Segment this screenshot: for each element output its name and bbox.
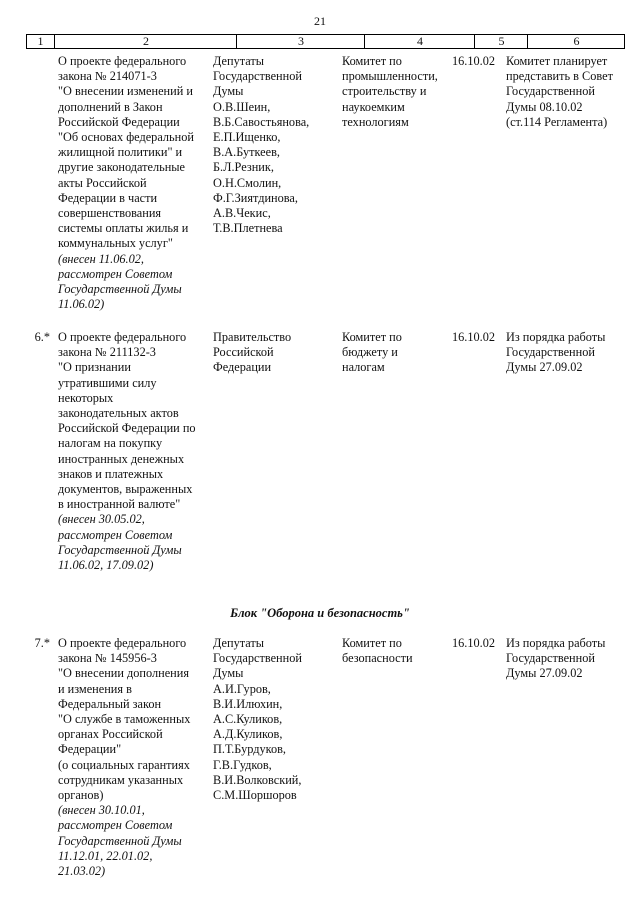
- header-col-2: 2: [54, 35, 237, 48]
- responsible-committee-line: Комитет по: [342, 636, 402, 650]
- bill-title-line: органов): [58, 788, 104, 803]
- bill-title-line: закона № 214071-3: [58, 69, 157, 84]
- bill-title-meta-line: (внесен 11.06.02,: [58, 251, 144, 266]
- bill-title-line: "О внесении дополнения: [58, 666, 189, 681]
- status-note: [506, 330, 631, 376]
- bill-authors-line: Думы: [213, 84, 244, 99]
- bill-title-line: утратившими силу: [58, 375, 157, 390]
- bill-authors-line: Г.В.Гудков,: [213, 757, 272, 772]
- bill-authors-line: Думы: [213, 666, 244, 681]
- bill-title-meta-line: рассмотрен Советом: [58, 527, 173, 542]
- bill-title-line: жилищной политики" и: [58, 145, 183, 160]
- responsible-committee: [342, 54, 450, 130]
- bill-title-line: системы оплаты жилья и: [58, 221, 189, 236]
- bill-title-line: коммунальных услуг": [58, 236, 173, 251]
- bill-title-line: "Об основах федеральной: [58, 130, 194, 145]
- bill-authors-line: А.И.Гуров,: [213, 681, 271, 696]
- bill-title-meta-line: Государственной Думы: [58, 542, 182, 557]
- status-note: [506, 636, 631, 682]
- responsible-committee-line: Комитет по: [342, 54, 402, 68]
- bill-authors-line: Ф.Г.Зиятдинова,: [213, 190, 298, 205]
- status-note-line: (ст.114 Регламента): [506, 114, 608, 129]
- bill-title-line: Федеральный закон: [58, 696, 162, 711]
- bill-title-line: Российской Федерации по: [58, 421, 196, 436]
- responsible-committee-line: бюджету и: [342, 345, 398, 360]
- bill-authors-line: В.Б.Савостьянова,: [213, 114, 310, 129]
- bill-title-line: сотрудникам указанных: [58, 772, 184, 787]
- bill-authors-line: Государственной: [213, 651, 302, 666]
- bill-authors-line: В.И.Илюхин,: [213, 696, 283, 711]
- status-note-line: Думы 27.09.02: [506, 666, 583, 681]
- bill-authors-line: Депутаты: [213, 54, 265, 68]
- bill-title-meta-line: 11.06.02): [58, 297, 105, 312]
- bill-authors: [213, 330, 338, 376]
- bill-authors-line: С.М.Шоршоров: [213, 788, 297, 803]
- bill-title-line: закона № 211132-3: [58, 345, 156, 360]
- review-date: 16.10.02: [452, 54, 496, 68]
- status-note-line: Государственной: [506, 84, 595, 99]
- responsible-committee: [342, 636, 450, 666]
- bill-title-line: документов, выраженных: [58, 482, 193, 497]
- bill-authors-line: В.А.Буткеев,: [213, 145, 280, 160]
- bill-title-line: в иностранной валюте": [58, 497, 181, 512]
- bill-title-line: "О службе в таможенных: [58, 712, 191, 727]
- bill-title-line: О проекте федерального: [58, 636, 187, 650]
- status-note-line: Комитет планирует: [506, 54, 608, 68]
- bill-title: [58, 636, 208, 879]
- bill-title-line: налогам на покупку: [58, 436, 163, 451]
- bill-authors-line: Государственной: [213, 69, 302, 84]
- bill-authors: [213, 54, 338, 236]
- responsible-committee-line: Комитет по: [342, 330, 402, 344]
- bill-title-meta-line: рассмотрен Советом: [58, 818, 173, 833]
- responsible-committee-line: налогам: [342, 360, 385, 375]
- bill-title-line: закона № 145956-3: [58, 651, 157, 666]
- bill-authors-line: О.В.Шеин,: [213, 99, 271, 114]
- header-col-4: 4: [364, 35, 475, 48]
- header-col-6: 6: [527, 35, 625, 48]
- bill-authors-line: Е.П.Ищенко,: [213, 130, 281, 145]
- bill-authors-line: О.Н.Смолин,: [213, 175, 282, 190]
- status-note-line: Государственной: [506, 651, 595, 666]
- bill-authors-line: А.Д.Куликов,: [213, 727, 283, 742]
- status-note-line: Из порядка работы: [506, 636, 606, 650]
- row-number: 7.*: [34, 636, 50, 650]
- bill-title-line: Федерации в части: [58, 190, 158, 205]
- bill-title-meta-line: 11.06.02, 17.09.02): [58, 558, 154, 573]
- bill-authors-line: А.С.Куликов,: [213, 712, 283, 727]
- header-col-1: 1: [37, 34, 44, 48]
- bill-title-meta-line: (внесен 30.05.02,: [58, 512, 145, 527]
- bill-title-line: дополнений в Закон: [58, 99, 163, 114]
- bill-title-meta-line: 21.03.02): [58, 864, 106, 879]
- bill-authors-line: П.Т.Бурдуков,: [213, 742, 286, 757]
- review-date: 16.10.02: [452, 636, 496, 650]
- status-note-line: представить в Совет: [506, 69, 613, 84]
- status-note-line: Думы 27.09.02: [506, 360, 583, 375]
- page-number: 21: [314, 14, 326, 28]
- responsible-committee: [342, 330, 450, 376]
- bill-authors-line: В.И.Волковский,: [213, 772, 302, 787]
- header-col-3: 3: [236, 35, 365, 48]
- bill-title: [58, 54, 208, 312]
- bill-title-line: некоторых: [58, 390, 114, 405]
- bill-title-line: знаков и платежных: [58, 466, 164, 481]
- bill-authors-line: Депутаты: [213, 636, 265, 650]
- status-note-line: Из порядка работы: [506, 330, 606, 344]
- bill-title-line: "О внесении изменений и: [58, 84, 193, 99]
- responsible-committee-line: наукоемким: [342, 99, 405, 114]
- bill-title-line: совершенствования: [58, 206, 162, 221]
- status-note: [506, 54, 631, 130]
- bill-authors-line: Правительство: [213, 330, 292, 344]
- bill-authors-line: Т.В.Плетнева: [213, 221, 283, 236]
- bill-title-line: Российской Федерации: [58, 114, 180, 129]
- block-title: Блок "Оборона и безопасность": [230, 606, 410, 620]
- bill-title-meta-line: Государственной Думы: [58, 282, 182, 297]
- bill-title: [58, 330, 208, 573]
- bill-title-meta-line: (внесен 30.10.01,: [58, 803, 145, 818]
- bill-authors-line: А.В.Чекис,: [213, 206, 271, 221]
- bill-title-line: законодательных актов: [58, 406, 179, 421]
- responsible-committee-line: технологиям: [342, 114, 409, 129]
- bill-title-line: "О признании: [58, 360, 131, 375]
- responsible-committee-line: строительству и: [342, 84, 427, 99]
- review-date: 16.10.02: [452, 330, 496, 344]
- row-number: 6.*: [34, 330, 50, 344]
- bill-authors-line: Федерации: [213, 360, 272, 375]
- responsible-committee-line: промышленности,: [342, 69, 438, 84]
- bill-title-line: и изменения в: [58, 681, 132, 696]
- bill-title-line: (о социальных гарантиях: [58, 757, 190, 772]
- bill-title-line: иностранных денежных: [58, 451, 185, 466]
- bill-title-meta-line: 11.12.01, 22.01.02,: [58, 848, 153, 863]
- table-header: [26, 34, 625, 49]
- bill-authors-line: Российской: [213, 345, 274, 360]
- header-col-5: 5: [474, 35, 528, 48]
- status-note-line: Думы 08.10.02: [506, 99, 583, 114]
- bill-title-meta-line: рассмотрен Советом: [58, 266, 173, 281]
- bill-title-line: органах Российской: [58, 727, 163, 742]
- bill-title-line: другие законодательные: [58, 160, 186, 175]
- bill-title-line: акты Российской: [58, 175, 147, 190]
- responsible-committee-line: безопасности: [342, 651, 413, 666]
- bill-title-meta-line: Государственной Думы: [58, 833, 182, 848]
- bill-title-line: О проекте федерального: [58, 54, 187, 68]
- status-note-line: Государственной: [506, 345, 595, 360]
- bill-authors-line: Б.Л.Резник,: [213, 160, 274, 175]
- bill-title-line: О проекте федерального: [58, 330, 187, 344]
- bill-authors: [213, 636, 338, 803]
- bill-title-line: Федерации": [58, 742, 122, 757]
